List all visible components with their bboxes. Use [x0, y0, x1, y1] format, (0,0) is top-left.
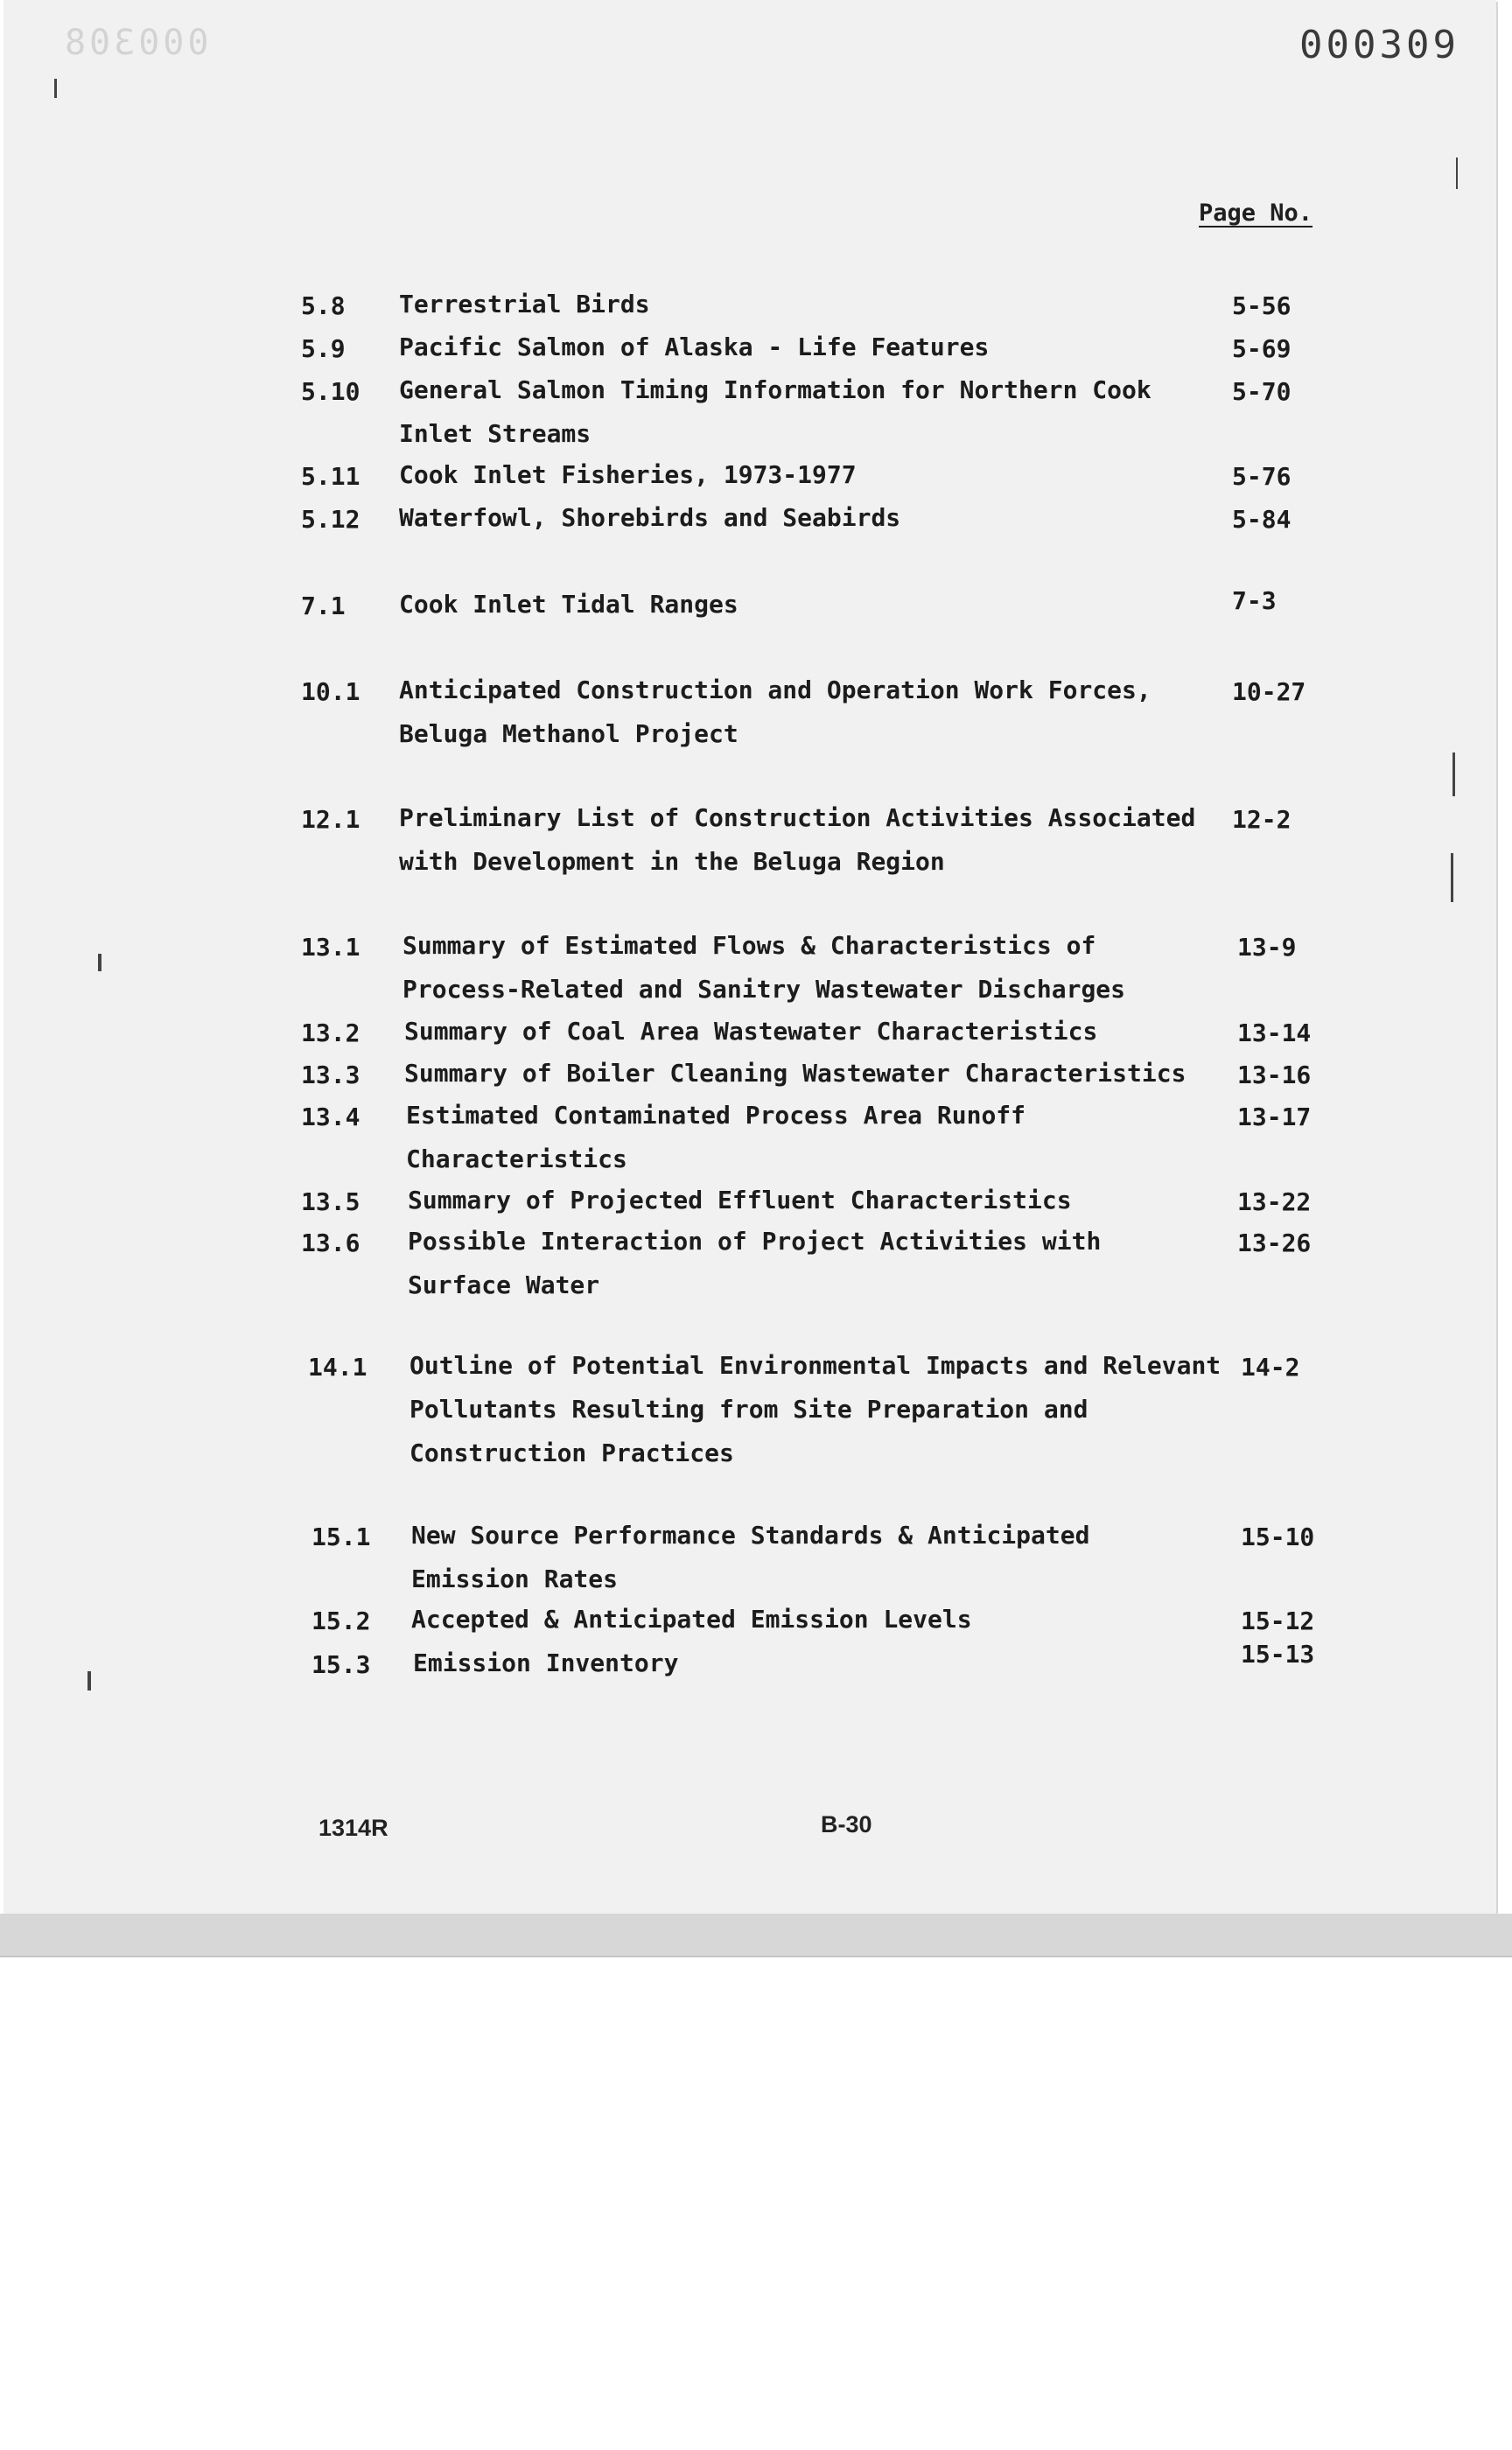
scan-speck [98, 954, 102, 971]
page-reference: 13-26 [1237, 1228, 1312, 1257]
scan-speck [1452, 752, 1455, 796]
title-line: Anticipated Construction and Operation Work Forces, [399, 676, 1152, 704]
scan-speck [54, 79, 57, 98]
table-title [399, 453, 1204, 497]
page-reference: 13-9 [1237, 933, 1297, 962]
title-line: Pacific Salmon of Alaska - Life Features [399, 332, 990, 361]
page-reference: 5-76 [1232, 462, 1292, 491]
table-number: 5.8 [301, 291, 346, 320]
table-title [399, 668, 1204, 756]
document-number: 000309 [1299, 23, 1460, 67]
table-number: 13.1 [301, 933, 360, 962]
page-reference: 5-70 [1232, 377, 1292, 406]
table-title [399, 796, 1204, 884]
title-line: General Salmon Timing Information for Northern Cook [399, 375, 1152, 404]
table-title [402, 924, 1208, 1012]
table-number: 5.9 [301, 334, 346, 363]
page-number-column-header: Page No. [1199, 200, 1313, 227]
page-reference: 5-69 [1232, 334, 1292, 363]
table-number: 5.10 [301, 377, 360, 406]
title-line: Summary of Estimated Flows & Characteristics of [402, 931, 1096, 960]
title-line: Cook Inlet Tidal Ranges [399, 590, 738, 619]
page-reference: 7-3 [1232, 586, 1277, 615]
table-title [399, 496, 1204, 540]
page-reference: 13-14 [1237, 1018, 1312, 1047]
table-number: 13.4 [301, 1102, 360, 1131]
title-line: Emission Inventory [413, 1648, 679, 1677]
title-line: Terrestrial Birds [399, 290, 650, 318]
bleed-through-number: 000308 [61, 23, 209, 63]
title-line: Accepted & Anticipated Emission Levels [411, 1605, 972, 1634]
page-reference: 15-12 [1241, 1606, 1315, 1635]
table-number: 13.2 [301, 1018, 360, 1047]
title-line: Preliminary List of Construction Activities Associated [399, 803, 1196, 832]
footer-document-code: 1314R [318, 1815, 388, 1841]
table-title [404, 1010, 1209, 1054]
title-line: Characteristics [406, 1144, 627, 1173]
table-title [399, 583, 1204, 626]
title-line: Summary of Boiler Cleaning Wastewater Characteristics [404, 1059, 1186, 1088]
title-line: Waterfowl, Shorebirds and Seabirds [399, 503, 901, 532]
page-reference: 5-56 [1232, 291, 1292, 320]
table-number: 15.2 [312, 1606, 371, 1635]
table-title [411, 1514, 1216, 1601]
title-line: Summary of Projected Effluent Characteristics [408, 1186, 1072, 1214]
title-line: Pollutants Resulting from Site Preparation and [410, 1395, 1088, 1424]
title-line: Process-Related and Sanitry Wastewater Discharges [402, 975, 1126, 1004]
scanner-bed-edge [0, 1914, 1512, 1957]
scan-speck [88, 1671, 91, 1690]
table-number: 15.1 [312, 1522, 371, 1551]
scan-speck [1451, 853, 1453, 902]
table-title [410, 1344, 1232, 1475]
page-reference: 10-27 [1232, 677, 1306, 706]
table-number: 7.1 [301, 592, 346, 620]
table-number: 13.3 [301, 1060, 360, 1089]
table-title [411, 1598, 1216, 1642]
table-number: 13.5 [301, 1187, 360, 1216]
table-title [413, 1642, 1218, 1685]
table-title [399, 283, 1204, 326]
table-number: 5.11 [301, 462, 360, 491]
page-reference: 14-2 [1241, 1353, 1300, 1382]
title-line: with Development in the Beluga Region [399, 847, 945, 876]
table-number: 10.1 [301, 677, 360, 706]
table-number: 12.1 [301, 805, 360, 834]
table-title [406, 1094, 1211, 1181]
page-reference: 15-13 [1241, 1640, 1315, 1669]
title-line: Estimated Contaminated Process Area Runoff [406, 1101, 1026, 1130]
table-number: 13.6 [301, 1228, 360, 1257]
table-title [399, 326, 1204, 369]
table-title [399, 368, 1204, 456]
table-title [408, 1220, 1213, 1307]
scan-speck [1456, 158, 1458, 189]
title-line: Emission Rates [411, 1564, 619, 1593]
title-line: Summary of Coal Area Wastewater Characteristics [404, 1017, 1098, 1046]
page-reference: 13-17 [1237, 1102, 1312, 1131]
page-reference: 13-22 [1237, 1187, 1312, 1216]
page-reference: 15-10 [1241, 1522, 1315, 1551]
page-reference: 5-84 [1232, 505, 1292, 534]
title-line: Possible Interaction of Project Activities with [408, 1227, 1102, 1256]
title-line: New Source Performance Standards & Anticipated [411, 1521, 1090, 1550]
table-title [404, 1052, 1218, 1096]
title-line: Cook Inlet Fisheries, 1973-1977 [399, 460, 857, 489]
scanned-page [4, 0, 1496, 1914]
title-line: Construction Practices [410, 1438, 734, 1467]
table-number: 15.3 [312, 1650, 371, 1679]
page-reference: 13-16 [1237, 1060, 1312, 1089]
table-number: 14.1 [308, 1353, 368, 1382]
title-line: Surface Water [408, 1270, 600, 1299]
page-reference: 12-2 [1232, 805, 1292, 834]
title-line: Inlet Streams [399, 419, 592, 448]
footer-page-number: B-30 [821, 1811, 872, 1838]
table-title [408, 1179, 1213, 1222]
title-line: Outline of Potential Environmental Impacts and Relevant [410, 1351, 1222, 1380]
title-line: Beluga Methanol Project [399, 719, 738, 748]
table-number: 5.12 [301, 505, 360, 534]
